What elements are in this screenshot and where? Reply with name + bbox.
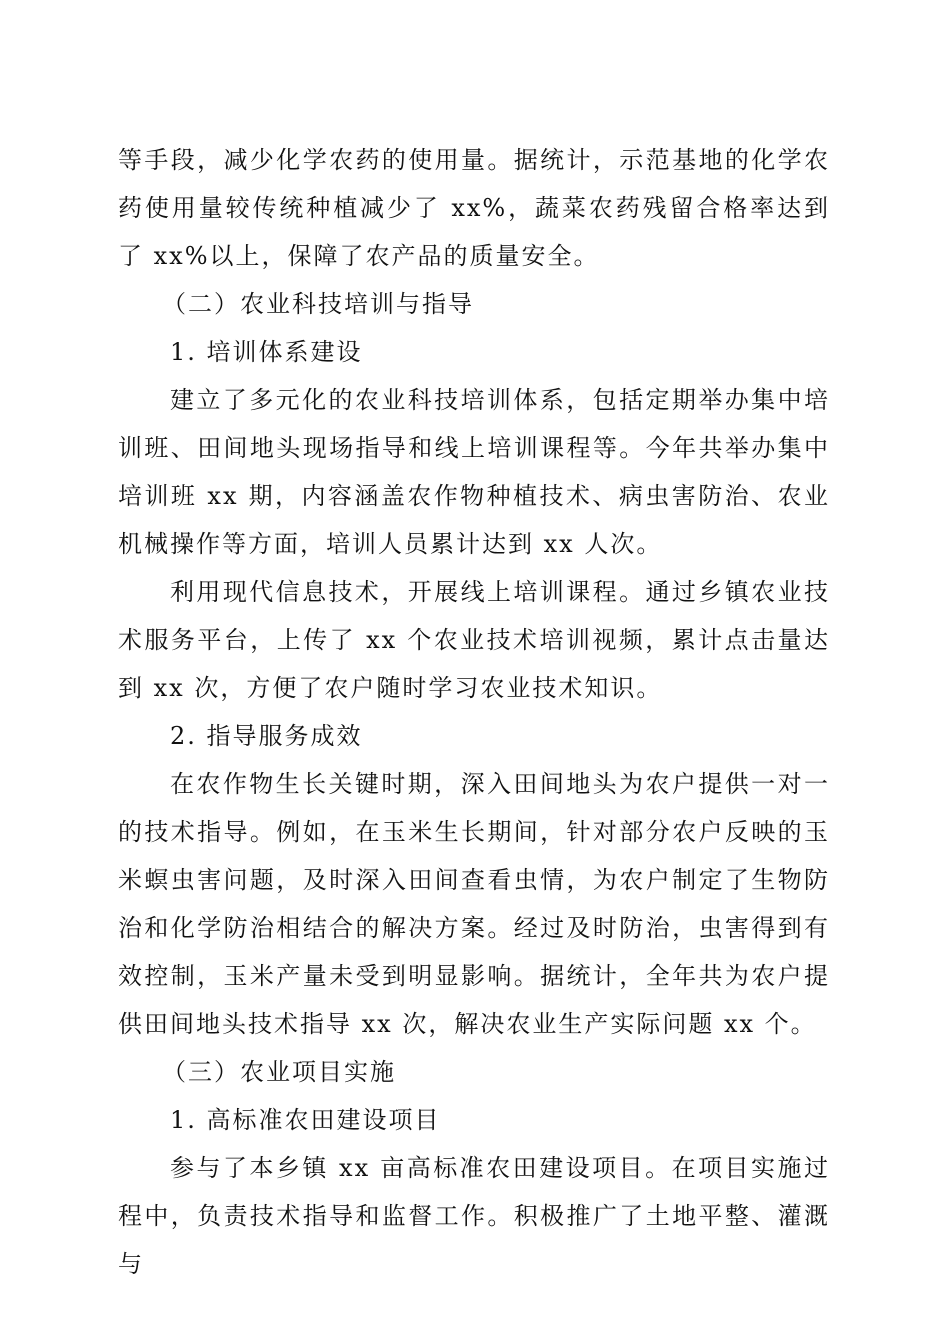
body-paragraph: 利用现代信息技术，开展线上培训课程。通过乡镇农业技术服务平台，上传了 xx 个农业技术培训视频，累计点击量达到 xx 次，方便了农户随时学习农业技术知识。 — [118, 578, 830, 702]
subheading-guidance-results: 2. 指导服务成效 — [170, 722, 363, 750]
body-paragraph: 建立了多元化的农业科技培训体系，包括定期举办集中培训班、田间地头现场指导和线上培训课程等。今年共举办集中培训班 xx 期，内容涵盖农作物种植技术、病虫害防治、农业机械操作等方面，培训人员累计达到 xx 人次。 — [118, 386, 830, 558]
subheading-farmland-project: 1. 高标准农田建设项目 — [170, 1106, 441, 1134]
body-paragraph: 参与了本乡镇 xx 亩高标准农田建设项目。在项目实施过程中，负责技术指导和监督工作。积极推广了土地平整、灌溉与 — [118, 1154, 830, 1278]
section-heading-projects: （三）农业项目实施 — [162, 1058, 396, 1086]
continuation-paragraph: 等手段，减少化学农药的使用量。据统计，示范基地的化学农药使用量较传统种植减少了 xx%，蔬菜农药残留合格率达到了 xx%以上，保障了农产品的质量安全。 — [118, 146, 830, 270]
section-heading-training: （二）农业科技培训与指导 — [162, 290, 474, 318]
subheading-training-system: 1. 培训体系建设 — [170, 338, 363, 366]
document-page — [118, 136, 830, 1288]
body-paragraph: 在农作物生长关键时期，深入田间地头为农户提供一对一的技术指导。例如，在玉米生长期间，针对部分农户反映的玉米螟虫害问题，及时深入田间查看虫情，为农户制定了生物防治和化学防治相结合的解决方案。经过及时防治，虫害得到有效控制，玉米产量未受到明显影响。据统计，全年共为农户提供田间地头技术指导 xx 次，解决农业生产实际问题 xx 个。 — [118, 770, 830, 1038]
